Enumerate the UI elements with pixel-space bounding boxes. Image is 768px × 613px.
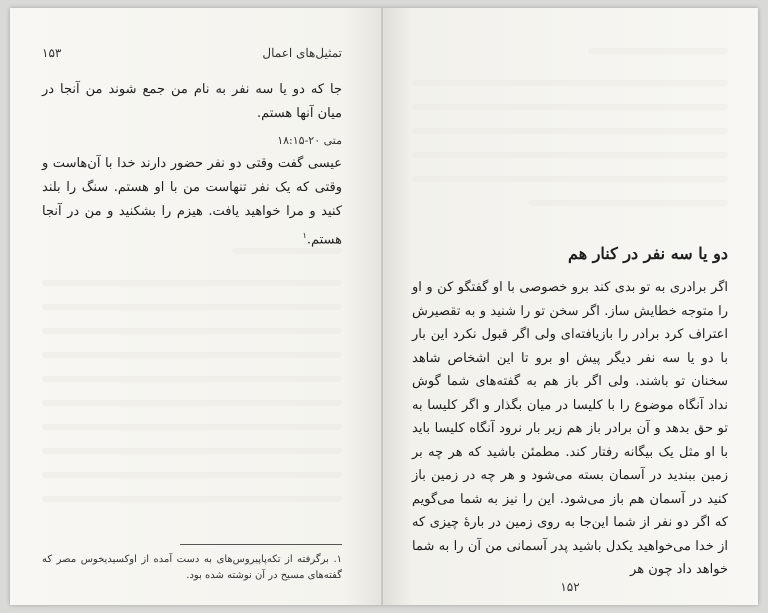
footnote-text: ۱. برگرفته از تکه‌پاپیروس‌های به دست آمده از اوکسیدیخوس مصر که گفته‌های مسیح در آن نوشته شده بود. xyxy=(42,554,342,581)
bleed-through xyxy=(412,152,728,158)
bleed-through xyxy=(412,176,728,182)
bleed-through xyxy=(42,280,342,286)
bleed-through xyxy=(412,104,728,110)
bleed-through xyxy=(42,424,342,430)
quote-paragraph xyxy=(42,152,342,252)
left-page xyxy=(10,8,382,605)
body-paragraph: اگر برادری به تو بدی کند برو خصوصی با او گفتگو کن و او را متوجه خطایش ساز. اگر سخن تو را شنید و به تقصیرش اعتراف کرد برادر را بازیافته‌ای ولی اگر قبول نکرد این بار با دو یا سه نفر دیگر پیش او برو تا این اشخاص شاهد سخنان تو باشند. ولی اگر باز هم به گفته‌های شما گوش نداد آنگاه موضوع را با کلیسا در میان بگذار و اگر کلیسا به تو حق بدهد و آن برادر باز هم زیر بار نرود آنگاه کلیسا باید با او مثل یک بیگانه رفتار کند. مطمئن باشید که هر چه بر زمین ببندید در آسمان بسته می‌شود و هر چه در زمین باز کنید در آسمان هم باز می‌شود. این را نیز به شما می‌گویم که اگر دو نفر از شما این‌جا به روی زمین در بارهٔ چیزی که از خدا می‌خواهید یکدل باشید پدر آسمانی من آن را به شما خواهد داد چون هر xyxy=(412,280,728,577)
footnote-marker: ۱ xyxy=(302,231,307,240)
bleed-through xyxy=(42,472,342,478)
left-intro-paragraph xyxy=(42,78,342,126)
right-page xyxy=(382,8,758,605)
bleed-through xyxy=(42,376,342,382)
bleed-through xyxy=(232,248,342,254)
bleed-through xyxy=(42,496,342,502)
section-body xyxy=(412,276,728,582)
quote-block xyxy=(42,152,342,252)
running-header-title: تمثیل‌های اعمال xyxy=(262,46,342,60)
footnote-divider xyxy=(180,544,342,545)
bleed-through xyxy=(42,400,342,406)
bleed-through xyxy=(528,200,728,206)
book-spread xyxy=(10,8,758,605)
footnote xyxy=(42,552,342,584)
section-heading: دو یا سه نفر در کنار هم xyxy=(568,244,728,263)
bleed-through xyxy=(42,352,342,358)
bleed-through xyxy=(412,80,728,86)
scripture-reference: متی ۲۰-۱۸:۱۵ xyxy=(277,134,342,147)
bleed-through xyxy=(42,448,342,454)
bleed-through xyxy=(42,304,342,310)
page-number-bottom: ۱۵۲ xyxy=(560,580,580,594)
intro-text: جا که دو یا سه نفر به نام من جمع شوند من آنجا در میان آنها هستم. xyxy=(42,82,342,121)
bleed-through xyxy=(42,328,342,334)
quote-text: عیسی گفت وقتی دو نفر حضور دارند خدا با آن‌هاست و وقتی که یک نفر تنهاست من با او هستم. سنگ را بلند کنید و مرا خواهید یافت. هیزم را بشکنید و من در آنجا هستم. xyxy=(42,156,342,248)
running-header xyxy=(42,43,342,63)
bleed-through xyxy=(588,48,728,54)
bleed-through xyxy=(412,128,728,134)
page-number-top: ۱۵۳ xyxy=(42,46,62,60)
book-gutter xyxy=(381,8,383,605)
